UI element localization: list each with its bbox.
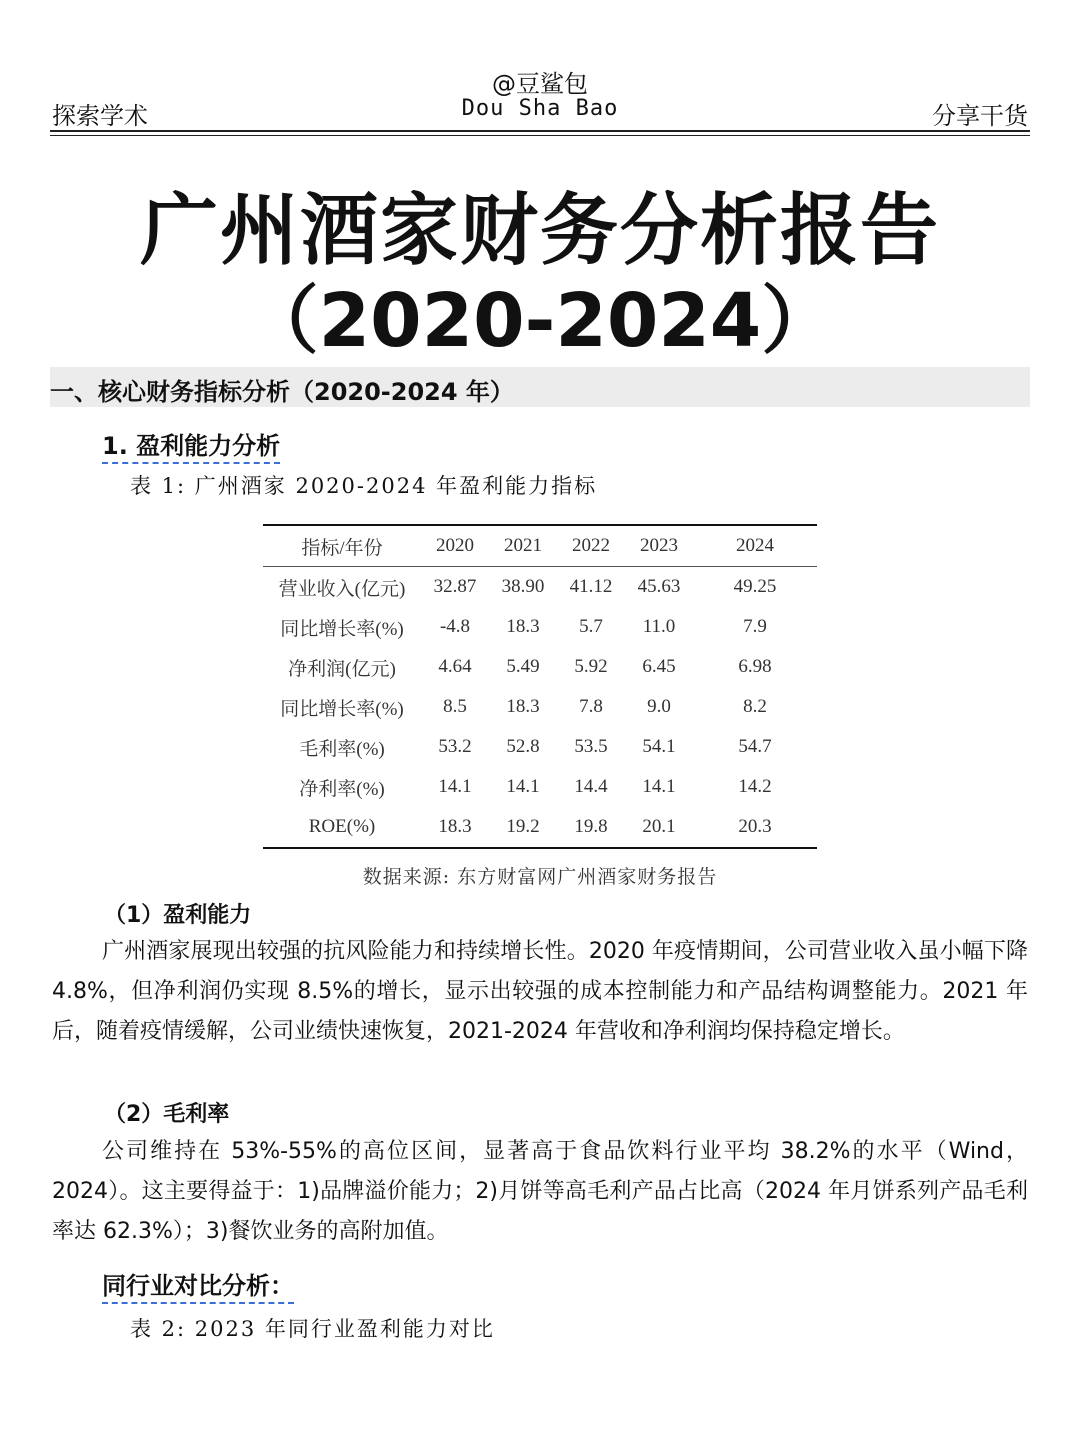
- table1-caption: 表 1: 广州酒家 2020-2024 年盈利能力指标: [130, 474, 598, 498]
- table-cell: 18.3: [506, 696, 540, 717]
- table-cell: 54.7: [738, 736, 772, 757]
- table-cell: 同比增长率(%): [280, 618, 404, 640]
- paragraph2: 公司维持在 53%-55%的高位区间，显著高于食品饮料行业平均 38.2%的水平（Wind，2024）。这主要得益于：1)品牌溢价能力；2)月饼等高毛利产品占比高（2024 年月饼系列产品毛利率达 62.3%）；3)餐饮业务的高附加值。: [52, 1139, 1028, 1244]
- table-cell: 8.5: [443, 696, 467, 717]
- table-cell: 49.25: [733, 576, 777, 597]
- comparison-heading-text: 同行业对比分析：: [102, 1272, 294, 1304]
- table-row: [263, 807, 817, 848]
- subsection-heading: [102, 426, 280, 461]
- author-handle: @豆鲨包: [492, 70, 588, 98]
- table-cell: 41.12: [569, 576, 613, 597]
- table-cell: 18.3: [438, 816, 472, 837]
- table-header-cell: 2020: [421, 525, 489, 567]
- header-right-label: 分享干货: [932, 102, 1028, 130]
- table-cell: 54.1: [642, 736, 676, 757]
- profitability-table: [263, 524, 817, 849]
- section-heading-bar: [50, 367, 1030, 407]
- table-cell: 6.98: [738, 656, 772, 677]
- table-row: [263, 767, 817, 807]
- table-cell: 38.90: [501, 576, 545, 597]
- table-cell: 营业收入(亿元): [278, 578, 406, 600]
- table-cell: 毛利率(%): [299, 738, 385, 760]
- section-heading: 一、核心财务指标分析（2020-2024 年）: [50, 378, 514, 406]
- paragraph1: 广州酒家展现出较强的抗风险能力和持续增长性。2020 年疫情期间，公司营业收入虽小幅下降 4.8%，但净利润仍实现 8.5%的增长，显示出较强的成本控制能力和产品结构调整能力。2021 年后，随着疫情缓解，公司业绩快速恢复，2021-2024 年营收和净利润均保持稳定增长。: [52, 939, 1028, 1044]
- table-cell: 7.8: [579, 696, 603, 717]
- table-cell: 19.8: [574, 816, 608, 837]
- table1-source: 数据来源: 东方财富网广州酒家财务报告: [362, 866, 718, 888]
- table-cell: 14.2: [738, 776, 772, 797]
- table-row: [263, 567, 817, 608]
- header-rule-thin: [50, 135, 1030, 136]
- table-header-cell: 指标/年份: [263, 525, 421, 567]
- table-cell: 45.63: [637, 576, 681, 597]
- table-cell: -4.8: [439, 616, 471, 637]
- comparison-heading: [102, 1266, 294, 1301]
- table-cell: 11.0: [642, 616, 676, 637]
- table-cell: 6.45: [642, 656, 676, 677]
- table-cell: 19.2: [506, 816, 540, 837]
- subsection-heading-text: 1. 盈利能力分析: [102, 432, 280, 464]
- table-cell: 53.5: [574, 736, 608, 757]
- table-cell: 20.3: [738, 816, 772, 837]
- table-header-cell: 2024: [693, 525, 817, 567]
- table-cell: 52.8: [506, 736, 540, 757]
- table-cell: 净利率(%): [299, 778, 385, 800]
- table-cell: 9.0: [647, 696, 671, 717]
- table-header-row: [263, 525, 817, 567]
- author-subtitle: Dou Sha Bao: [461, 96, 619, 121]
- table-cell: 5.92: [574, 656, 608, 677]
- table-cell: ROE(%): [308, 816, 376, 837]
- header-rule: [50, 130, 1030, 132]
- table2-caption: 表 2: 2023 年同行业盈利能力对比: [130, 1317, 495, 1341]
- page-title: 广州酒家财务分析报告: [139, 186, 940, 276]
- table-row: [263, 727, 817, 767]
- paragraph2-heading: （2）毛利率: [104, 1102, 230, 1127]
- table-cell: 32.87: [433, 576, 477, 597]
- table-cell: 18.3: [506, 616, 540, 637]
- table-header-cell: 2021: [489, 525, 557, 567]
- header-left-label: 探索学术: [52, 102, 148, 130]
- table-cell: 净利润(亿元): [288, 658, 396, 680]
- page-title-years: （2020-2024）: [244, 278, 836, 364]
- table-header-cell: 2023: [625, 525, 693, 567]
- table-cell: 14.1: [642, 776, 676, 797]
- table-cell: 8.2: [743, 696, 767, 717]
- table-header-cell: 2022: [557, 525, 625, 567]
- table-row: [263, 607, 817, 647]
- table-cell: 53.2: [438, 736, 472, 757]
- table-cell: 同比增长率(%): [280, 698, 404, 720]
- table-cell: 4.64: [438, 656, 472, 677]
- table-row: [263, 687, 817, 727]
- table-cell: 14.1: [438, 776, 472, 797]
- table-cell: 5.7: [579, 616, 603, 637]
- table-cell: 20.1: [642, 816, 676, 837]
- table-row: [263, 647, 817, 687]
- paragraph1-heading: （1）盈利能力: [104, 903, 252, 928]
- table-cell: 14.4: [574, 776, 608, 797]
- table-cell: 7.9: [743, 616, 767, 637]
- table-cell: 14.1: [506, 776, 540, 797]
- table-cell: 5.49: [506, 656, 540, 677]
